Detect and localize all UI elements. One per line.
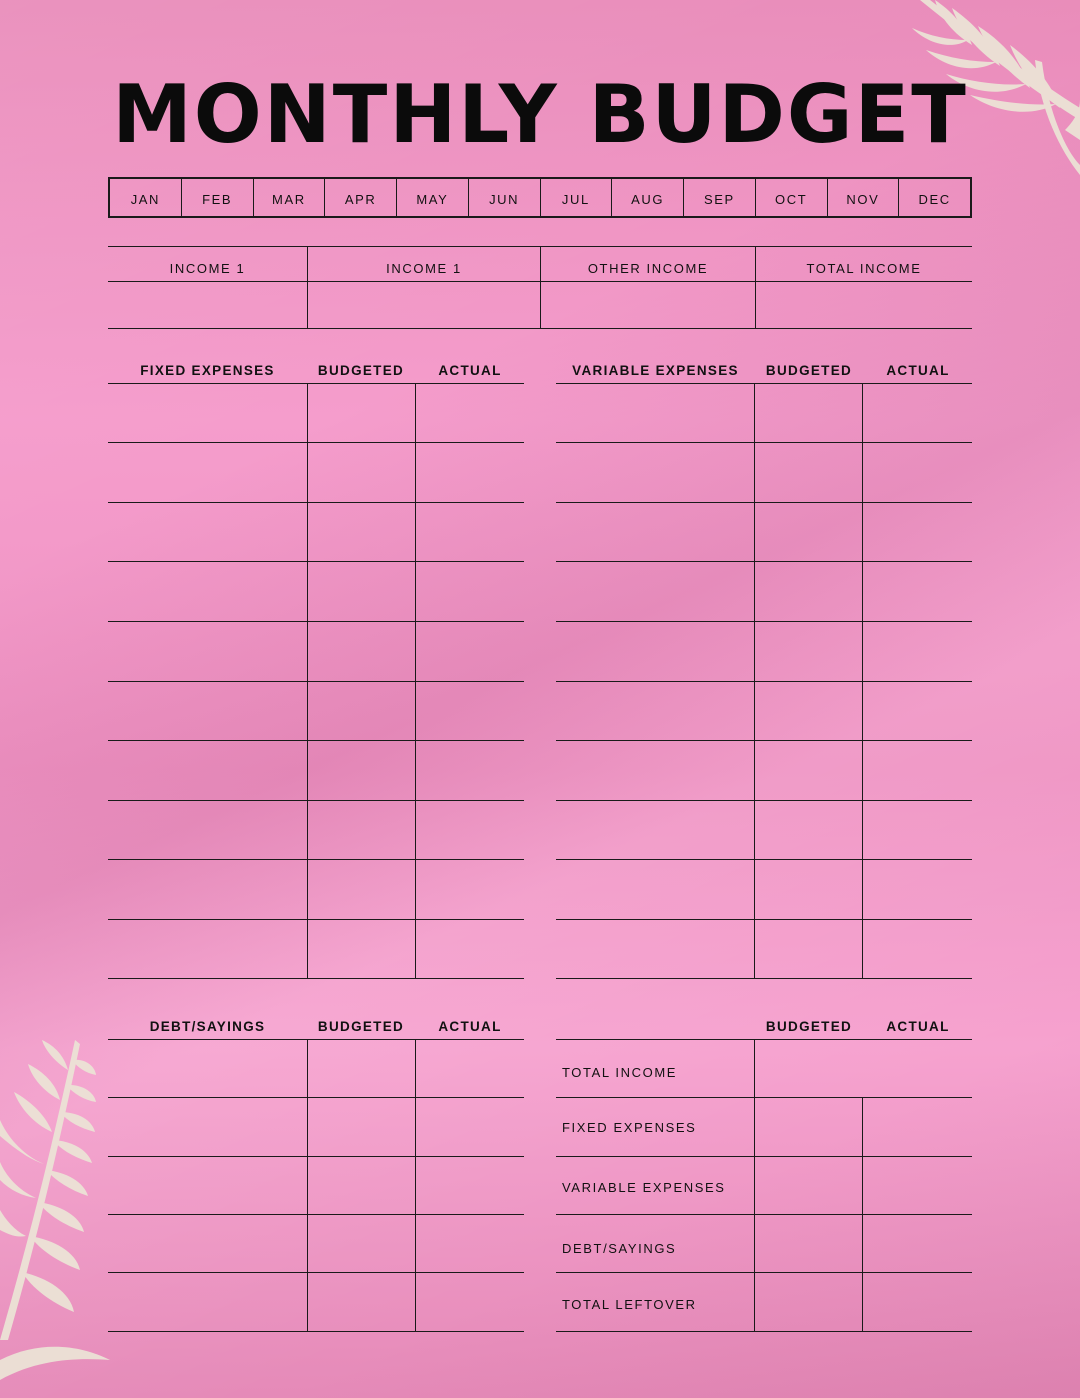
income-2-field[interactable] bbox=[310, 284, 538, 327]
table-row bbox=[108, 561, 524, 562]
month-jun[interactable]: JUN bbox=[469, 179, 541, 216]
divider bbox=[415, 1039, 416, 1332]
table-row bbox=[556, 919, 972, 920]
divider bbox=[862, 383, 863, 979]
month-aug[interactable]: AUG bbox=[612, 179, 684, 216]
table-row bbox=[108, 502, 524, 503]
divider bbox=[754, 383, 755, 979]
summary-row-label: FIXED EXPENSES bbox=[562, 1120, 697, 1135]
divider bbox=[862, 1097, 863, 1332]
divider bbox=[307, 246, 308, 329]
table-row bbox=[108, 442, 524, 443]
month-sep[interactable]: SEP bbox=[684, 179, 756, 216]
fixed-expenses-header: FIXED EXPENSES bbox=[140, 363, 275, 378]
summary-row-label: TOTAL INCOME bbox=[562, 1065, 678, 1080]
month-oct[interactable]: OCT bbox=[756, 179, 828, 216]
income-2-header: INCOME 1 bbox=[386, 261, 462, 276]
table-row bbox=[108, 681, 524, 682]
table-row bbox=[108, 919, 524, 920]
debt-savings-header: DEBT/SAYINGS bbox=[149, 1019, 266, 1034]
month-selector bbox=[108, 177, 972, 218]
summary-actual-header: ACTUAL bbox=[886, 1019, 950, 1034]
divider bbox=[540, 246, 541, 329]
table-row bbox=[556, 859, 972, 860]
month-nov[interactable]: NOV bbox=[828, 179, 900, 216]
month-apr[interactable]: APR bbox=[325, 179, 397, 216]
debt-actual-header: ACTUAL bbox=[438, 1019, 502, 1034]
table-row bbox=[556, 1097, 972, 1098]
table-row bbox=[108, 978, 524, 979]
summary-row-label: VARIABLE EXPENSES bbox=[562, 1180, 726, 1195]
total-income-field[interactable] bbox=[758, 284, 970, 327]
month-dec[interactable]: DEC bbox=[918, 192, 951, 207]
other-income-field[interactable] bbox=[543, 284, 753, 327]
summary-row-label: DEBT/SAYINGS bbox=[562, 1241, 677, 1256]
table-row bbox=[108, 1214, 524, 1215]
total-income-header: TOTAL INCOME bbox=[806, 261, 922, 276]
table-row bbox=[108, 740, 524, 741]
divider bbox=[307, 1039, 308, 1332]
table-row bbox=[108, 1097, 524, 1098]
summary-budgeted-header: BUDGETED bbox=[765, 1019, 853, 1034]
palm-leaf-icon bbox=[0, 1040, 120, 1398]
table-row bbox=[556, 621, 972, 622]
income-1-field[interactable] bbox=[110, 284, 305, 327]
table-row bbox=[108, 621, 524, 622]
summary-row-label: TOTAL LEFTOVER bbox=[562, 1297, 697, 1312]
table-row bbox=[556, 800, 972, 801]
variable-budgeted-header: BUDGETED bbox=[765, 363, 853, 378]
table-row bbox=[556, 1272, 972, 1273]
variable-expenses-header: VARIABLE EXPENSES bbox=[572, 363, 739, 378]
month-jul[interactable]: JUL bbox=[541, 179, 613, 216]
divider bbox=[755, 246, 756, 329]
income-1-header: INCOME 1 bbox=[169, 261, 246, 276]
table-row bbox=[556, 561, 972, 562]
divider bbox=[415, 383, 416, 979]
fixed-budgeted-header: BUDGETED bbox=[317, 363, 405, 378]
month-feb[interactable]: FEB bbox=[182, 179, 254, 216]
divider bbox=[108, 383, 524, 384]
divider bbox=[556, 1039, 972, 1040]
table-row bbox=[556, 502, 972, 503]
table-row bbox=[108, 800, 524, 801]
table-row bbox=[556, 442, 972, 443]
variable-actual-header: ACTUAL bbox=[886, 363, 950, 378]
divider bbox=[108, 1039, 524, 1040]
table-row bbox=[556, 1156, 972, 1157]
divider bbox=[556, 383, 972, 384]
divider bbox=[307, 383, 308, 979]
divider bbox=[754, 1039, 755, 1332]
table-row bbox=[108, 1272, 524, 1273]
table-row bbox=[108, 1156, 524, 1157]
page-title: MONTHLY BUDGET bbox=[112, 68, 968, 161]
month-may[interactable]: MAY bbox=[397, 179, 469, 216]
table-row bbox=[108, 1331, 524, 1332]
table-row bbox=[556, 978, 972, 979]
month-mar[interactable]: MAR bbox=[254, 179, 326, 216]
table-row bbox=[108, 859, 524, 860]
table-row bbox=[556, 681, 972, 682]
table-row bbox=[556, 740, 972, 741]
table-row bbox=[556, 1331, 972, 1332]
table-row bbox=[556, 1214, 972, 1215]
other-income-header: OTHER INCOME bbox=[587, 261, 709, 276]
month-jan[interactable]: JAN bbox=[110, 179, 182, 216]
debt-budgeted-header: BUDGETED bbox=[317, 1019, 405, 1034]
fixed-actual-header: ACTUAL bbox=[438, 363, 502, 378]
